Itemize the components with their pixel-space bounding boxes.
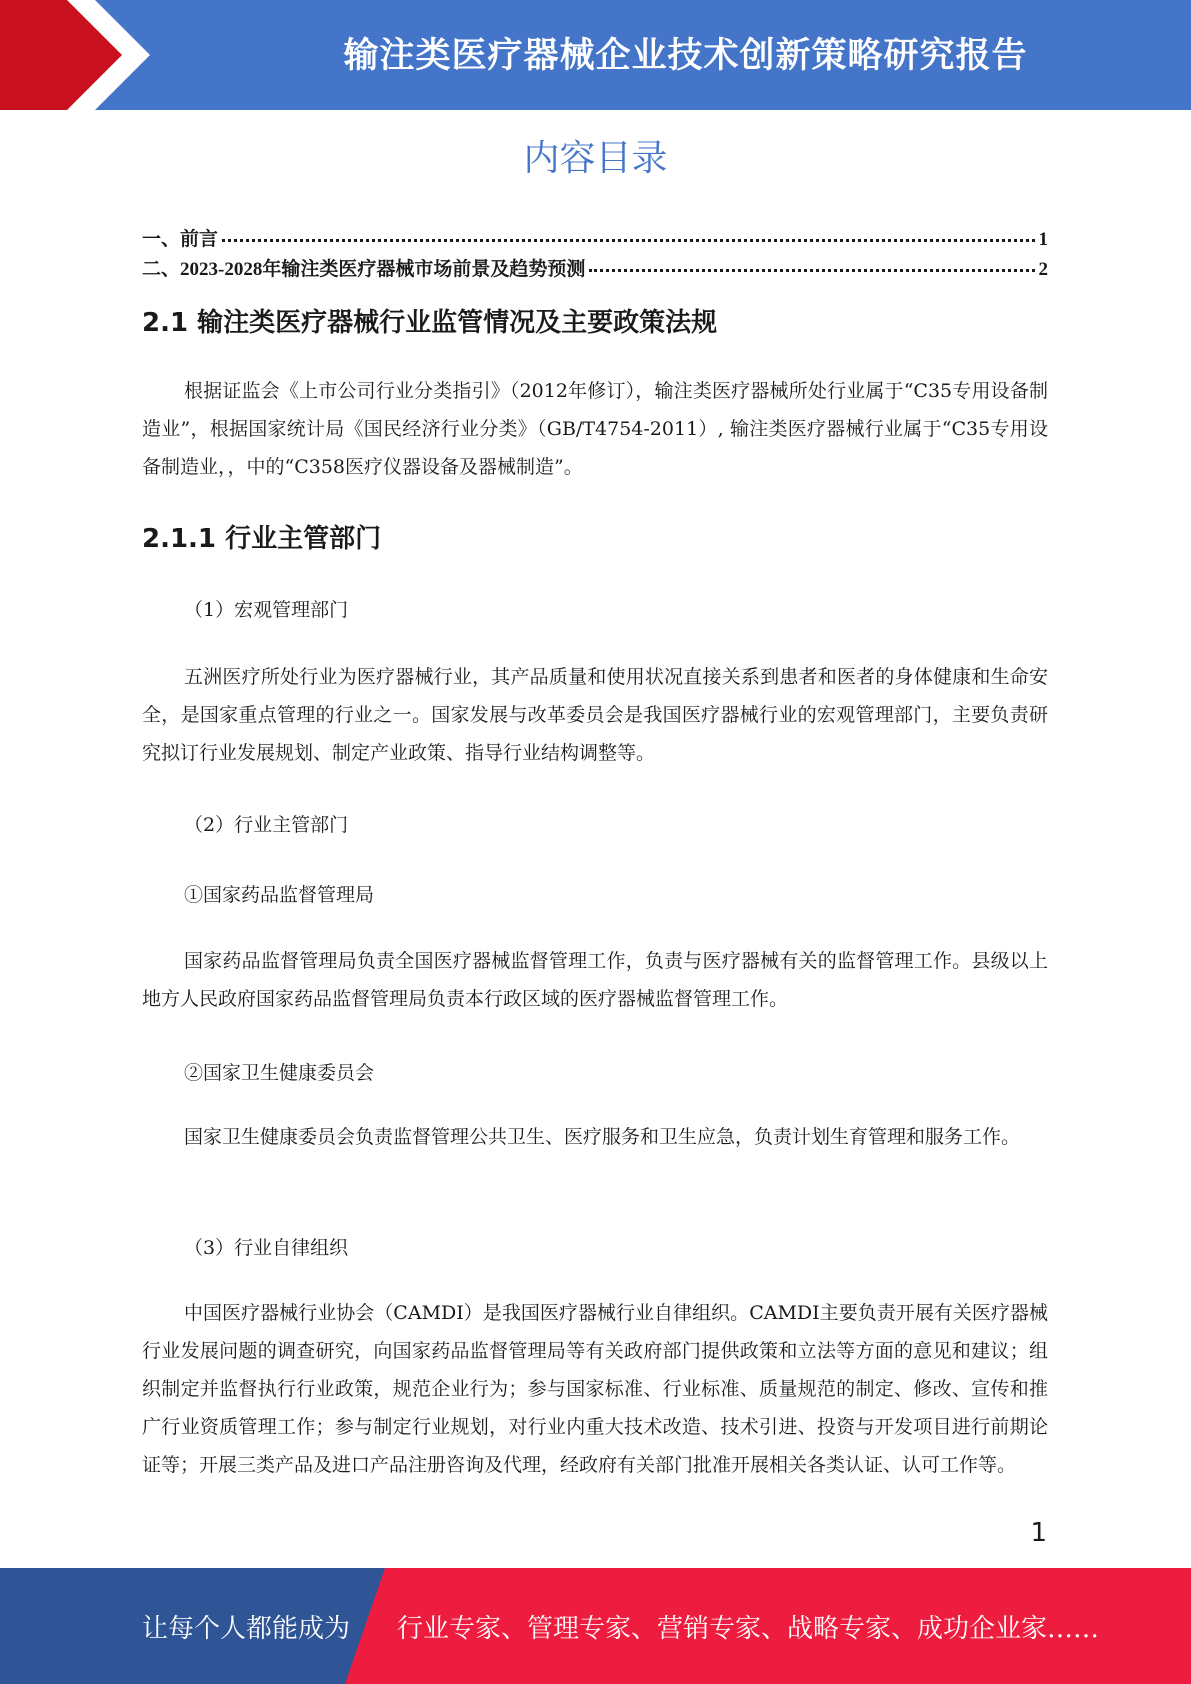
paragraph-nhc: 国家卫生健康委员会负责监督管理公共卫生、医疗服务和卫生应急，负责计划生育管理和服务工作。	[184, 1126, 1021, 1148]
subheading-macro-management: （1）宏观管理部门	[184, 599, 349, 621]
section-heading-2-1-1: 2.1.1 行业主管部门	[142, 524, 382, 554]
section-heading-2-1: 2.1 输注类医疗器械行业监管情况及主要政策法规	[142, 308, 718, 338]
subheading-nmpa: ①国家药品监督管理局	[184, 884, 375, 906]
page-number: 1	[1030, 1518, 1047, 1548]
toc-entry-page: 2	[1038, 259, 1048, 280]
paragraph-camdi: 中国医疗器械行业协会（CAMDI）是我国医疗器械行业自律组织。CAMDI主要负责开展有关医疗器械行业发展问题的调查研究，向国家药品监督管理局等有关政府部门提供政策和立法等方面的意见和建议；组织制定并监督执行行业政策，规范企业行为；参与国家标准、行业标准、质量规范的制定、修改、宣传和推广行业资质管理工作；参与制定行业规划，对行业内重大技术改造、技术引进、投资与开发项目进行前期论证等；开展三类产品及进口产品注册咨询及代理，经政府有关部门批准开展相关各类认证、认可工作等。	[142, 1302, 1048, 1476]
footer-slogan-left: 让每个人都能成为	[142, 1613, 351, 1644]
toc-entry-label: 二、2023-2028年输注类医疗器械市场前景及趋势预测	[142, 259, 586, 280]
paragraph-macro-management: 五洲医疗所处行业为医疗器械行业，其产品质量和使用状况直接关系到患者和医者的身体健康和生命安全，是国家重点管理的行业之一。国家发展与改革委员会是我国医疗器械行业的宏观管理部门，主要负责研究拟订行业发展规划、制定产业政策、指导行业结构调整等。	[142, 666, 1048, 764]
paragraph-industry-classification: 根据证监会《上市公司行业分类指引》（2012年修订），输注类医疗器械所处行业属于“C35专用设备制造业”，根据国家统计局《国民经济行业分类》（GB/T4754-2011）, 输注类医疗器械行业属于“C35专用设备制造业，，中的“C358医疗仪器设备及器械制造”。	[142, 380, 1048, 478]
report-header-banner	[0, 0, 1191, 110]
toc-entry[interactable]	[142, 254, 1048, 284]
report-title: 输注类医疗器械企业技术创新策略研究报告	[343, 36, 1028, 76]
toc-leader-dots	[222, 239, 1034, 242]
toc-entry-label: 一、前言	[142, 229, 219, 250]
subheading-industry-authority: （2）行业主管部门	[184, 814, 349, 836]
footer-banner	[0, 1568, 1191, 1684]
table-of-contents	[142, 224, 1048, 284]
toc-entry-page: 1	[1038, 229, 1048, 250]
subheading-self-regulatory: （3）行业自律组织	[184, 1237, 349, 1259]
footer-slogan-right: 行业专家、管理专家、营销专家、战略专家、成功企业家……	[397, 1613, 1100, 1644]
subheading-nhc: ②国家卫生健康委员会	[184, 1062, 375, 1084]
paragraph-nmpa: 国家药品监督管理局负责全国医疗器械监督管理工作，负责与医疗器械有关的监督管理工作。县级以上地方人民政府国家药品监督管理局负责本行政区域的医疗器械监督管理工作。	[142, 950, 1048, 1010]
toc-heading: 内容目录	[523, 138, 668, 179]
toc-entry[interactable]	[142, 224, 1048, 254]
toc-leader-dots	[589, 269, 1034, 272]
